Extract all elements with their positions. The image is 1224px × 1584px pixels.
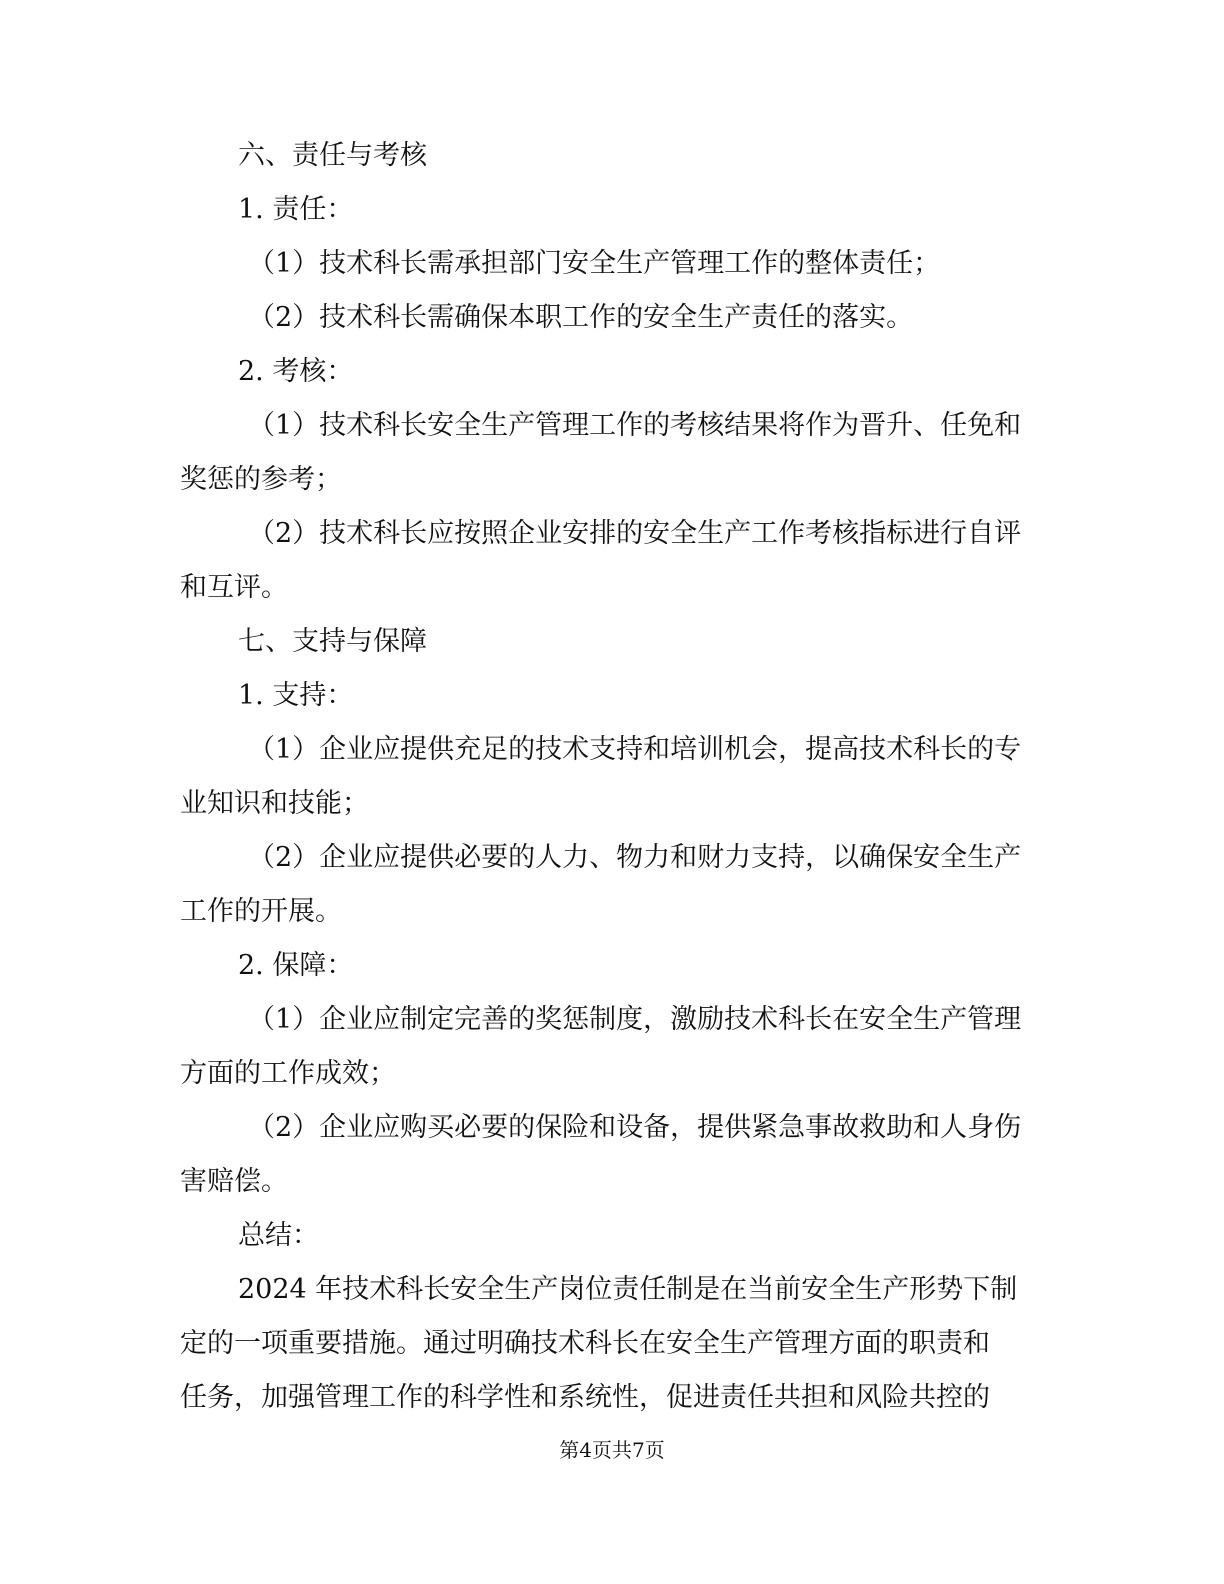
paragraph-line: 和互评。	[180, 572, 288, 603]
paragraph-line: （1）企业应提供充足的技术支持和培训机会，提高技术科长的专	[248, 734, 1022, 765]
subsection-heading: 2. 保障：	[238, 950, 354, 981]
paragraph-line: 定的一项重要措施。通过明确技术科长在安全生产管理方面的职责和	[180, 1328, 990, 1359]
paragraph-line: 工作的开展。	[180, 896, 342, 927]
paragraph-line: （1）企业应制定完善的奖惩制度，激励技术科长在安全生产管理	[248, 1004, 1022, 1035]
subsection-heading: 1. 责任：	[238, 194, 354, 225]
paragraph-line: 业知识和技能；	[180, 788, 369, 819]
paragraph-line: （1）技术科长安全生产管理工作的考核结果将作为晋升、任免和	[248, 410, 1022, 441]
page-number: 第4页共7页	[559, 1438, 665, 1462]
paragraph-line: 奖惩的参考；	[180, 464, 342, 495]
subsection-heading: 1. 支持：	[238, 680, 354, 711]
section-heading: 六、责任与考核	[238, 140, 427, 171]
paragraph-line: （2）企业应提供必要的人力、物力和财力支持，以确保安全生产	[248, 842, 1022, 873]
summary-heading: 总结：	[238, 1220, 319, 1251]
section-heading: 七、支持与保障	[238, 626, 427, 657]
paragraph-line: 方面的工作成效；	[180, 1058, 396, 1089]
paragraph-line: 任务，加强管理工作的科学性和系统性，促进责任共担和风险共控的	[180, 1382, 990, 1413]
subsection-heading: 2. 考核：	[238, 356, 354, 387]
paragraph-line: （2）企业应购买必要的保险和设备，提供紧急事故救助和人身伤	[248, 1112, 1022, 1143]
paragraph-line: 害赔偿。	[180, 1166, 288, 1197]
paragraph-line: 2024 年技术科长安全生产岗位责任制是在当前安全生产形势下制	[238, 1274, 1018, 1305]
paragraph-line: （2）技术科长应按照企业安排的安全生产工作考核指标进行自评	[248, 518, 1022, 549]
paragraph-line: （2）技术科长需确保本职工作的安全生产责任的落实。	[248, 302, 914, 333]
paragraph-line: （1）技术科长需承担部门安全生产管理工作的整体责任；	[248, 248, 941, 279]
